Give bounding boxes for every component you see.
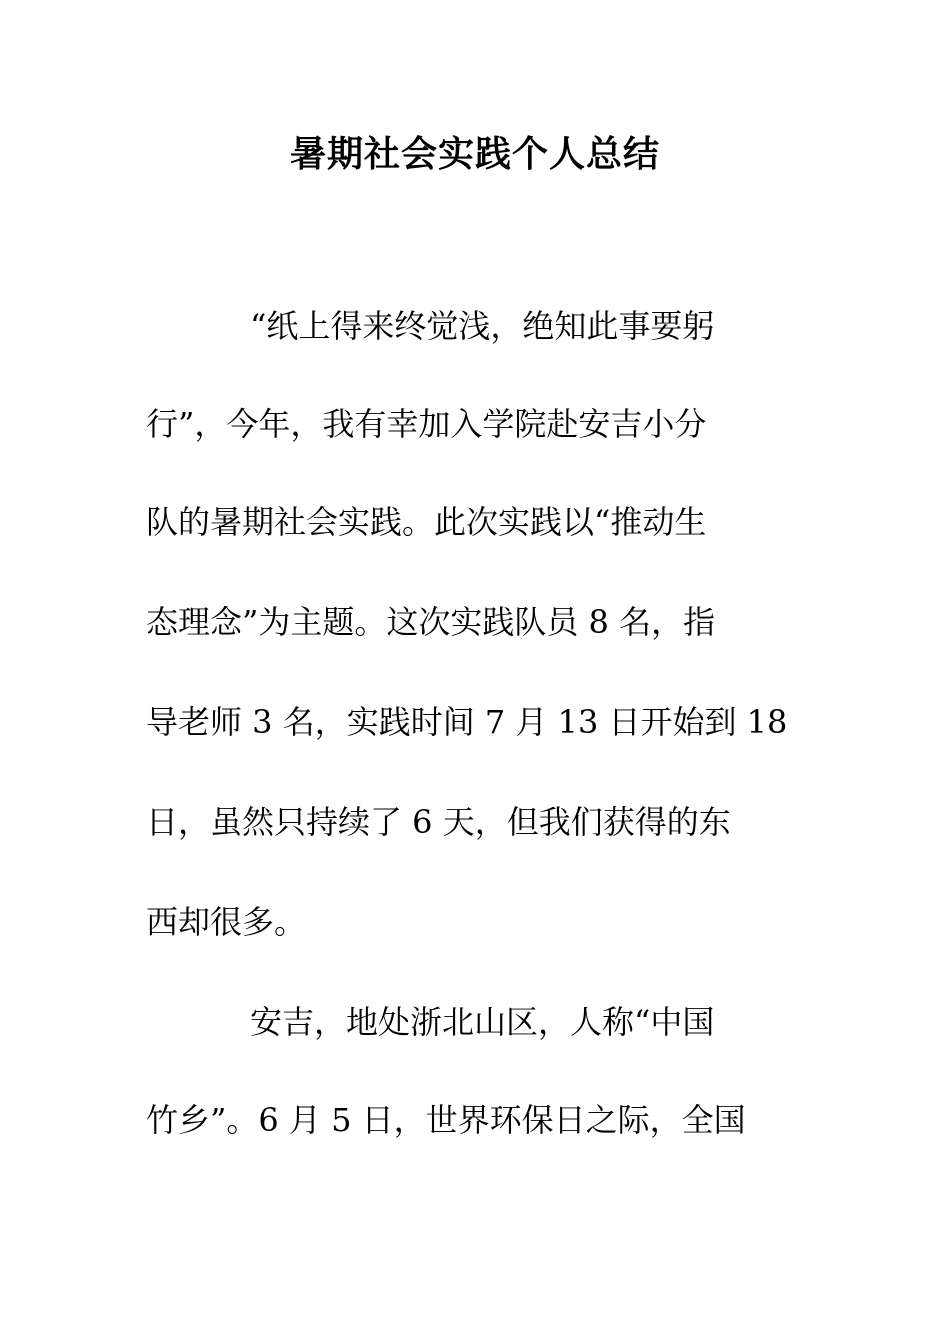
paragraph-line: 导老师 3 名，实践时间 7 月 13 日开始到 18 <box>146 703 788 741</box>
paragraph-line: 竹乡”。6 月 5 日，世界环保日之际，全国 <box>146 1101 746 1139</box>
paragraph-line: 西却很多。 <box>146 903 307 941</box>
paragraph-line: 日，虽然只持续了 6 天，但我们获得的东 <box>146 803 731 841</box>
paragraph-line: 态理念”为主题。这次实践队员 8 名，指 <box>146 603 716 641</box>
paragraph-line: 安吉，地处浙北山区，人称“中国 <box>250 1003 715 1041</box>
document-title: 暑期社会实践个人总结 <box>289 133 660 175</box>
paragraph-line: 行”，今年，我有幸加入学院赴安吉小分 <box>146 405 707 443</box>
paragraph-line: “纸上得来终觉浅，绝知此事要躬 <box>250 307 715 345</box>
paragraph-line: 队的暑期社会实践。此次实践以“推动生 <box>146 503 707 541</box>
